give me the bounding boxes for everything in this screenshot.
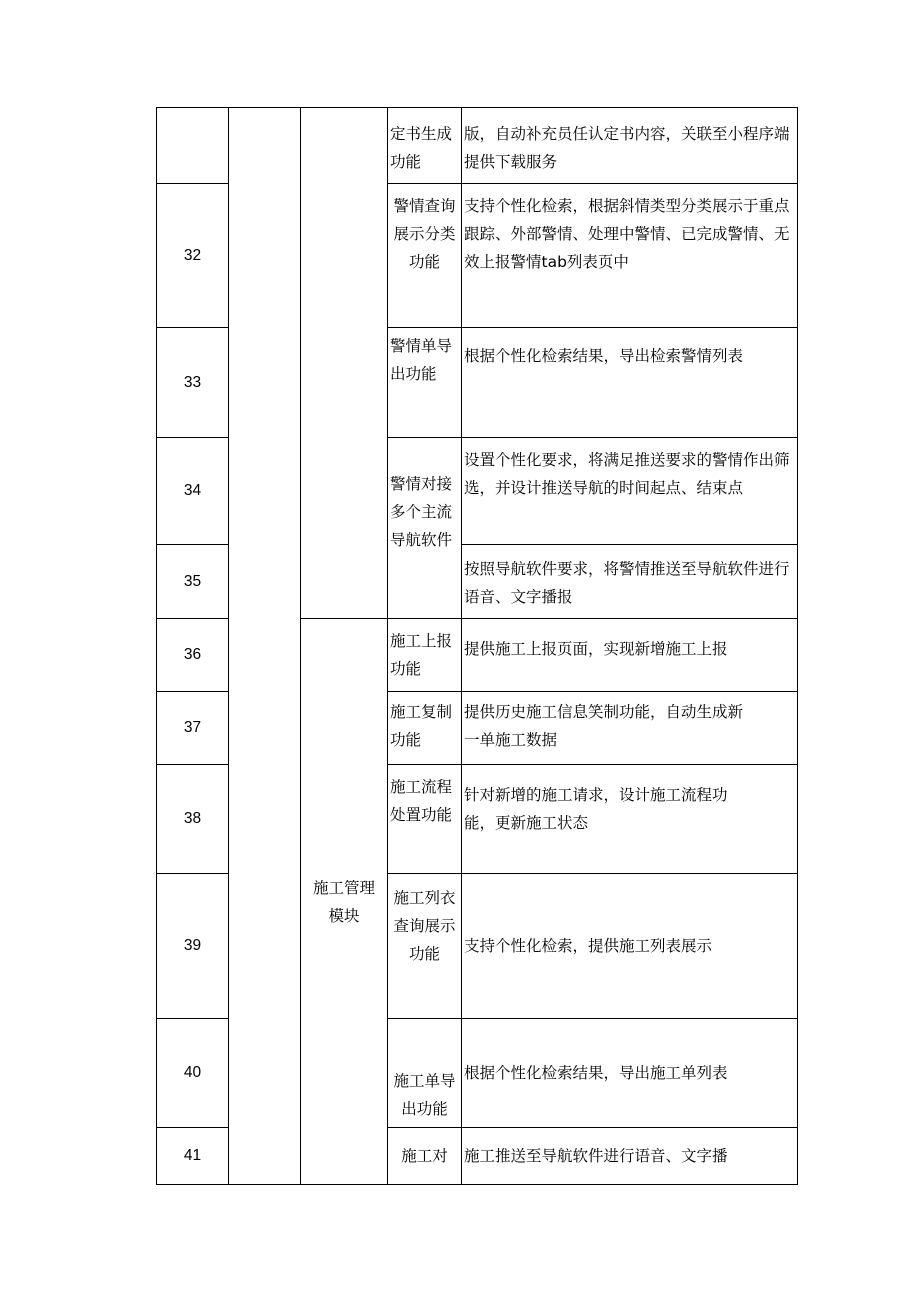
function-name: 施工流程处置功能 [388, 765, 462, 874]
function-description: 版，自动补充员任认定书内容，关联至小程序端提供下载服务 [462, 108, 798, 184]
function-name: 施工对 [388, 1128, 462, 1185]
function-description: 按照导航软件要求，将警情推送至导航软件进行语音、文字播报 [462, 545, 798, 619]
function-description: 支持个性化检索，根据斜情类型分类展示于重点跟踪、外部警情、处理中警情、已完成警情、无效上报警情tab列表页中 [462, 184, 798, 328]
module-cell-alarm [301, 108, 388, 619]
function-description: 提供历史施工信息笑制功能，自动生成新一单施工数据 [462, 692, 798, 765]
function-description: 根据个性化检索结果，导出检索警情列表 [462, 328, 798, 438]
function-name: 施工复制功能 [388, 692, 462, 765]
function-description: 根据个性化检索结果，导出施工单列表 [462, 1019, 798, 1128]
module-cell-construction: 施工管理模块 [301, 619, 388, 1185]
function-description: 设置个性化要求，将满足推送要求的警情作出筛选，并设计推送导航的时间起点、结束点 [462, 438, 798, 545]
function-name: 施工上报功能 [388, 619, 462, 692]
row-number: 32 [157, 184, 229, 328]
row-number: 41 [157, 1128, 229, 1185]
function-name: 警情查询展示分类功能 [388, 184, 462, 328]
requirements-table [156, 107, 798, 1185]
row-number: 36 [157, 619, 229, 692]
row-number: 38 [157, 765, 229, 874]
function-description: 支持个性化检索，提供施工列表展示 [462, 874, 798, 1019]
row-number [157, 108, 229, 184]
table-row [157, 108, 798, 184]
row-number: 34 [157, 438, 229, 545]
function-name: 施工列衣查询展示功能 [388, 874, 462, 1019]
category-cell [229, 108, 301, 1185]
function-description: 提供施工上报页面，实现新增施工上报 [462, 619, 798, 692]
row-number: 35 [157, 545, 229, 619]
function-description: 针对新增的施工请求，设计施工流程功能，更新施工状态 [462, 765, 798, 874]
function-name: 定书生成功能 [388, 108, 462, 184]
function-name: 警情对接多个主流导航软件 [388, 438, 462, 619]
row-number: 39 [157, 874, 229, 1019]
row-number: 37 [157, 692, 229, 765]
function-name: 施工单导出功能 [388, 1019, 462, 1128]
row-number: 33 [157, 328, 229, 438]
function-name: 警情单导出功能 [388, 328, 462, 438]
function-description: 施工推送至导航软件进行语音、文字播 [462, 1128, 798, 1185]
row-number: 40 [157, 1019, 229, 1128]
